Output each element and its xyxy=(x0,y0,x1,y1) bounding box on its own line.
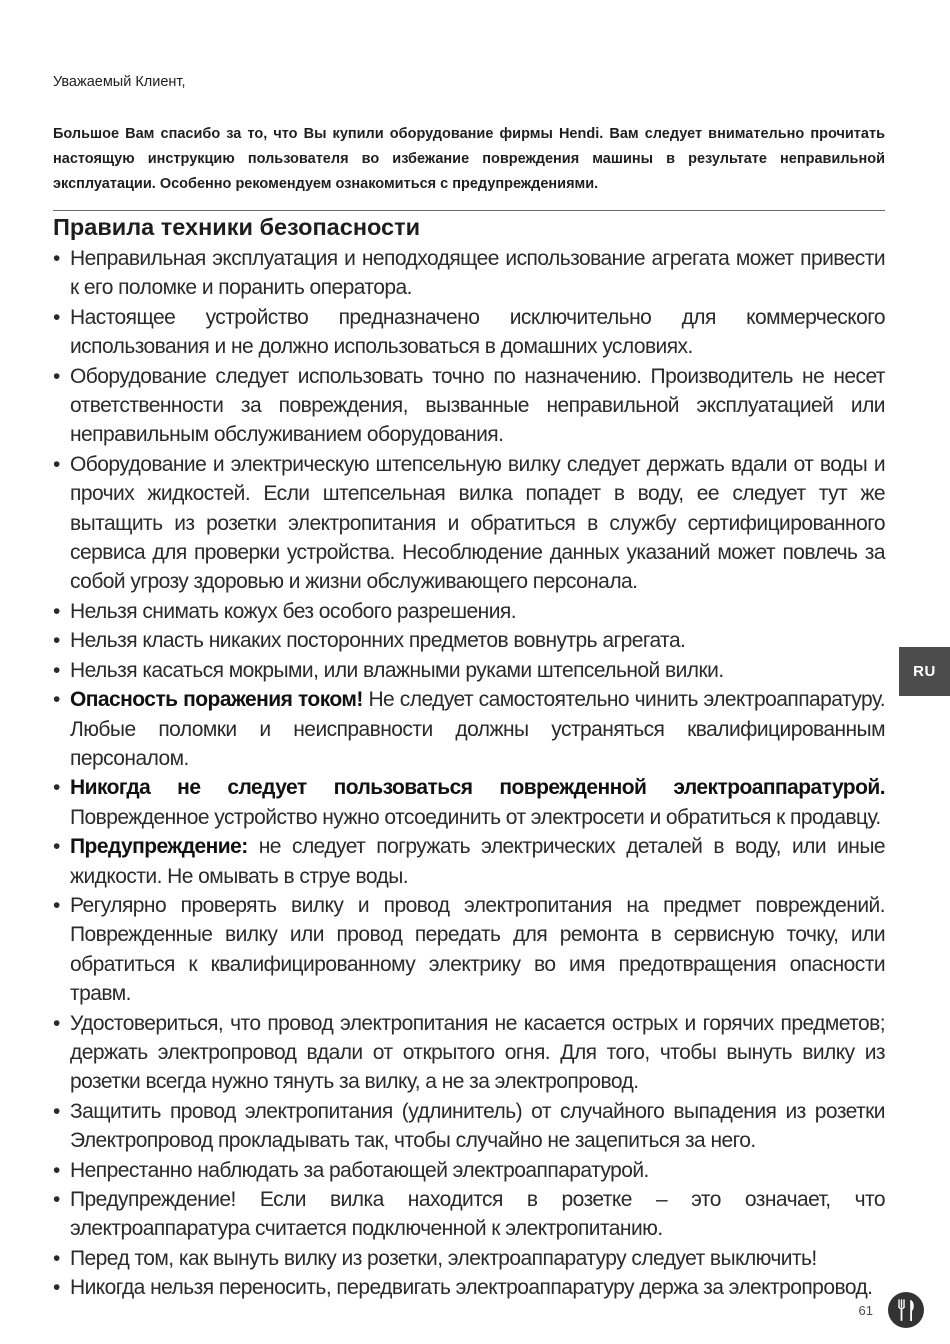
rule-text: Удостовериться, что провод электропитания не касается острых и горячих предметов; держать электропровод вдали от открытого огня. Для того, чтобы вынуть вилку из розетки всегда нужно тянуть за вилку, а не за электропровод. xyxy=(70,1011,885,1094)
bullet: • xyxy=(53,658,60,682)
bullet: • xyxy=(53,305,60,329)
rule-text: Поврежденное устройство нужно отсоединить от электросети и обратиться к продавцу. xyxy=(70,805,881,829)
bullet: • xyxy=(53,364,60,388)
list-item xyxy=(53,626,885,655)
bullet: • xyxy=(53,1276,60,1300)
bullet: • xyxy=(53,452,60,476)
rule-text: Перед том, как вынуть вилку из розетки, электроаппаратуру следует выключить! xyxy=(70,1246,817,1270)
bullet: • xyxy=(53,1099,60,1123)
greeting: Уважаемый Клиент, xyxy=(53,74,186,90)
bullet: • xyxy=(53,893,60,917)
list-item xyxy=(53,597,885,626)
list-item xyxy=(53,891,885,1009)
list-item xyxy=(53,244,885,303)
list-item xyxy=(53,450,885,597)
list-item xyxy=(53,303,885,362)
rule-text: Регулярно проверять вилку и провод электропитания на предмет повреждений. Поврежденные вилку или провод передать для ремонта в сервисную точку, или обратиться к квалифицированному электрику во имя предотвращения опасности травм. xyxy=(70,893,885,1006)
list-item xyxy=(53,685,885,773)
rule-text: Оборудование и электрическую штепсельную вилку следует держать вдали от воды и прочих жидкостей. Если штепсельная вилка попадет в воду, ее следует тут же вытащить из розетки электропитания и обратиться в службу сертифицированного сервиса для проверки устройства. Несоблюдение данных указаний может повлечь за собой угрозу здоровью и жизни обслуживающего персонала. xyxy=(70,452,885,594)
rule-text: Никогда нельзя переносить, передвигать электроаппаратуру держа за электропровод. xyxy=(70,1276,873,1300)
list-item xyxy=(53,1097,885,1156)
section-divider xyxy=(53,210,885,211)
rule-text: Нельзя класть никаких посторонних предметов вовнутрь агрегата. xyxy=(70,629,686,653)
bullet: • xyxy=(53,776,60,800)
bullet: • xyxy=(53,835,60,859)
list-item xyxy=(53,1009,885,1097)
list-item xyxy=(53,1156,885,1185)
list-item xyxy=(53,362,885,450)
fork-knife-icon xyxy=(888,1292,924,1328)
bullet: • xyxy=(53,1188,60,1211)
bullet: • xyxy=(53,599,60,623)
list-item xyxy=(53,1185,885,1244)
rule-text: Оборудование следует использовать точно по назначению. Производитель не несет ответственности за повреждения, вызванные неправильной эксплуатацией или неправильным обслуживанием оборудования. xyxy=(70,364,885,447)
rule-text: не следует погружать электрических деталей в воду, или иные жидкости. Не омывать в струе воды. xyxy=(70,835,885,888)
bullet: • xyxy=(53,1011,60,1035)
rule-text: Предупреждение! Если вилка находится в розетке – это означает, что электроаппаратура считается подключенной к электропитанию. xyxy=(70,1188,885,1241)
rule-lead: Предупреждение: xyxy=(70,835,248,859)
safety-rules-list xyxy=(53,244,885,1303)
rule-text: Нельзя снимать кожух без особого разрешения. xyxy=(70,599,516,623)
list-item xyxy=(53,1273,885,1302)
rule-text: Непрестанно наблюдать за работающей электроаппаратурой. xyxy=(70,1158,649,1182)
bullet: • xyxy=(53,247,60,270)
bullet: • xyxy=(53,1246,60,1270)
rule-text: Не следует самостоятельно чинить электроаппаратуру. Любые поломки и неисправности должны устраняться квалифицированным персоналом. xyxy=(70,688,885,770)
list-item xyxy=(53,832,885,891)
list-item xyxy=(53,1244,885,1273)
language-tab: RU xyxy=(899,647,950,696)
bullet: • xyxy=(53,1158,60,1182)
bullet: • xyxy=(53,688,60,712)
rule-text: Нельзя касаться мокрыми, или влажными руками штепсельной вилки. xyxy=(70,658,724,682)
bullet: • xyxy=(53,629,60,653)
list-item xyxy=(53,773,885,832)
rule-text: Защитить провод электропитания (удлинитель) от случайного выпадения из розетки Электропровод прокладывать так, чтобы случайно не зацепиться за него. xyxy=(70,1099,885,1153)
section-title: Правила техники безопасности xyxy=(53,214,421,240)
rule-lead: Никогда не следует пользоваться поврежденной электроаппаратурой. xyxy=(70,776,885,800)
rule-text: Настоящее устройство предназначено исключительно для коммерческого использования и не должно использоваться в домашних условиях. xyxy=(70,305,885,359)
intro-paragraph: Большое Вам спасибо за то, что Вы купили оборудование фирмы Hendi. Вам следует внимательно прочитать настоящую инструкцию пользователя во избежание повреждения машины в результате неправильной эксплуатации. Особенно рекомендуем ознакомиться с предупреждениями. xyxy=(53,126,885,192)
page-number: 61 xyxy=(858,1303,873,1318)
list-item xyxy=(53,656,885,685)
rule-lead: Опасность поражения током! xyxy=(70,688,363,712)
rule-text: Неправильная эксплуатация и неподходящее использование агрегата может привести к его поломке и поранить оператора. xyxy=(70,247,885,300)
